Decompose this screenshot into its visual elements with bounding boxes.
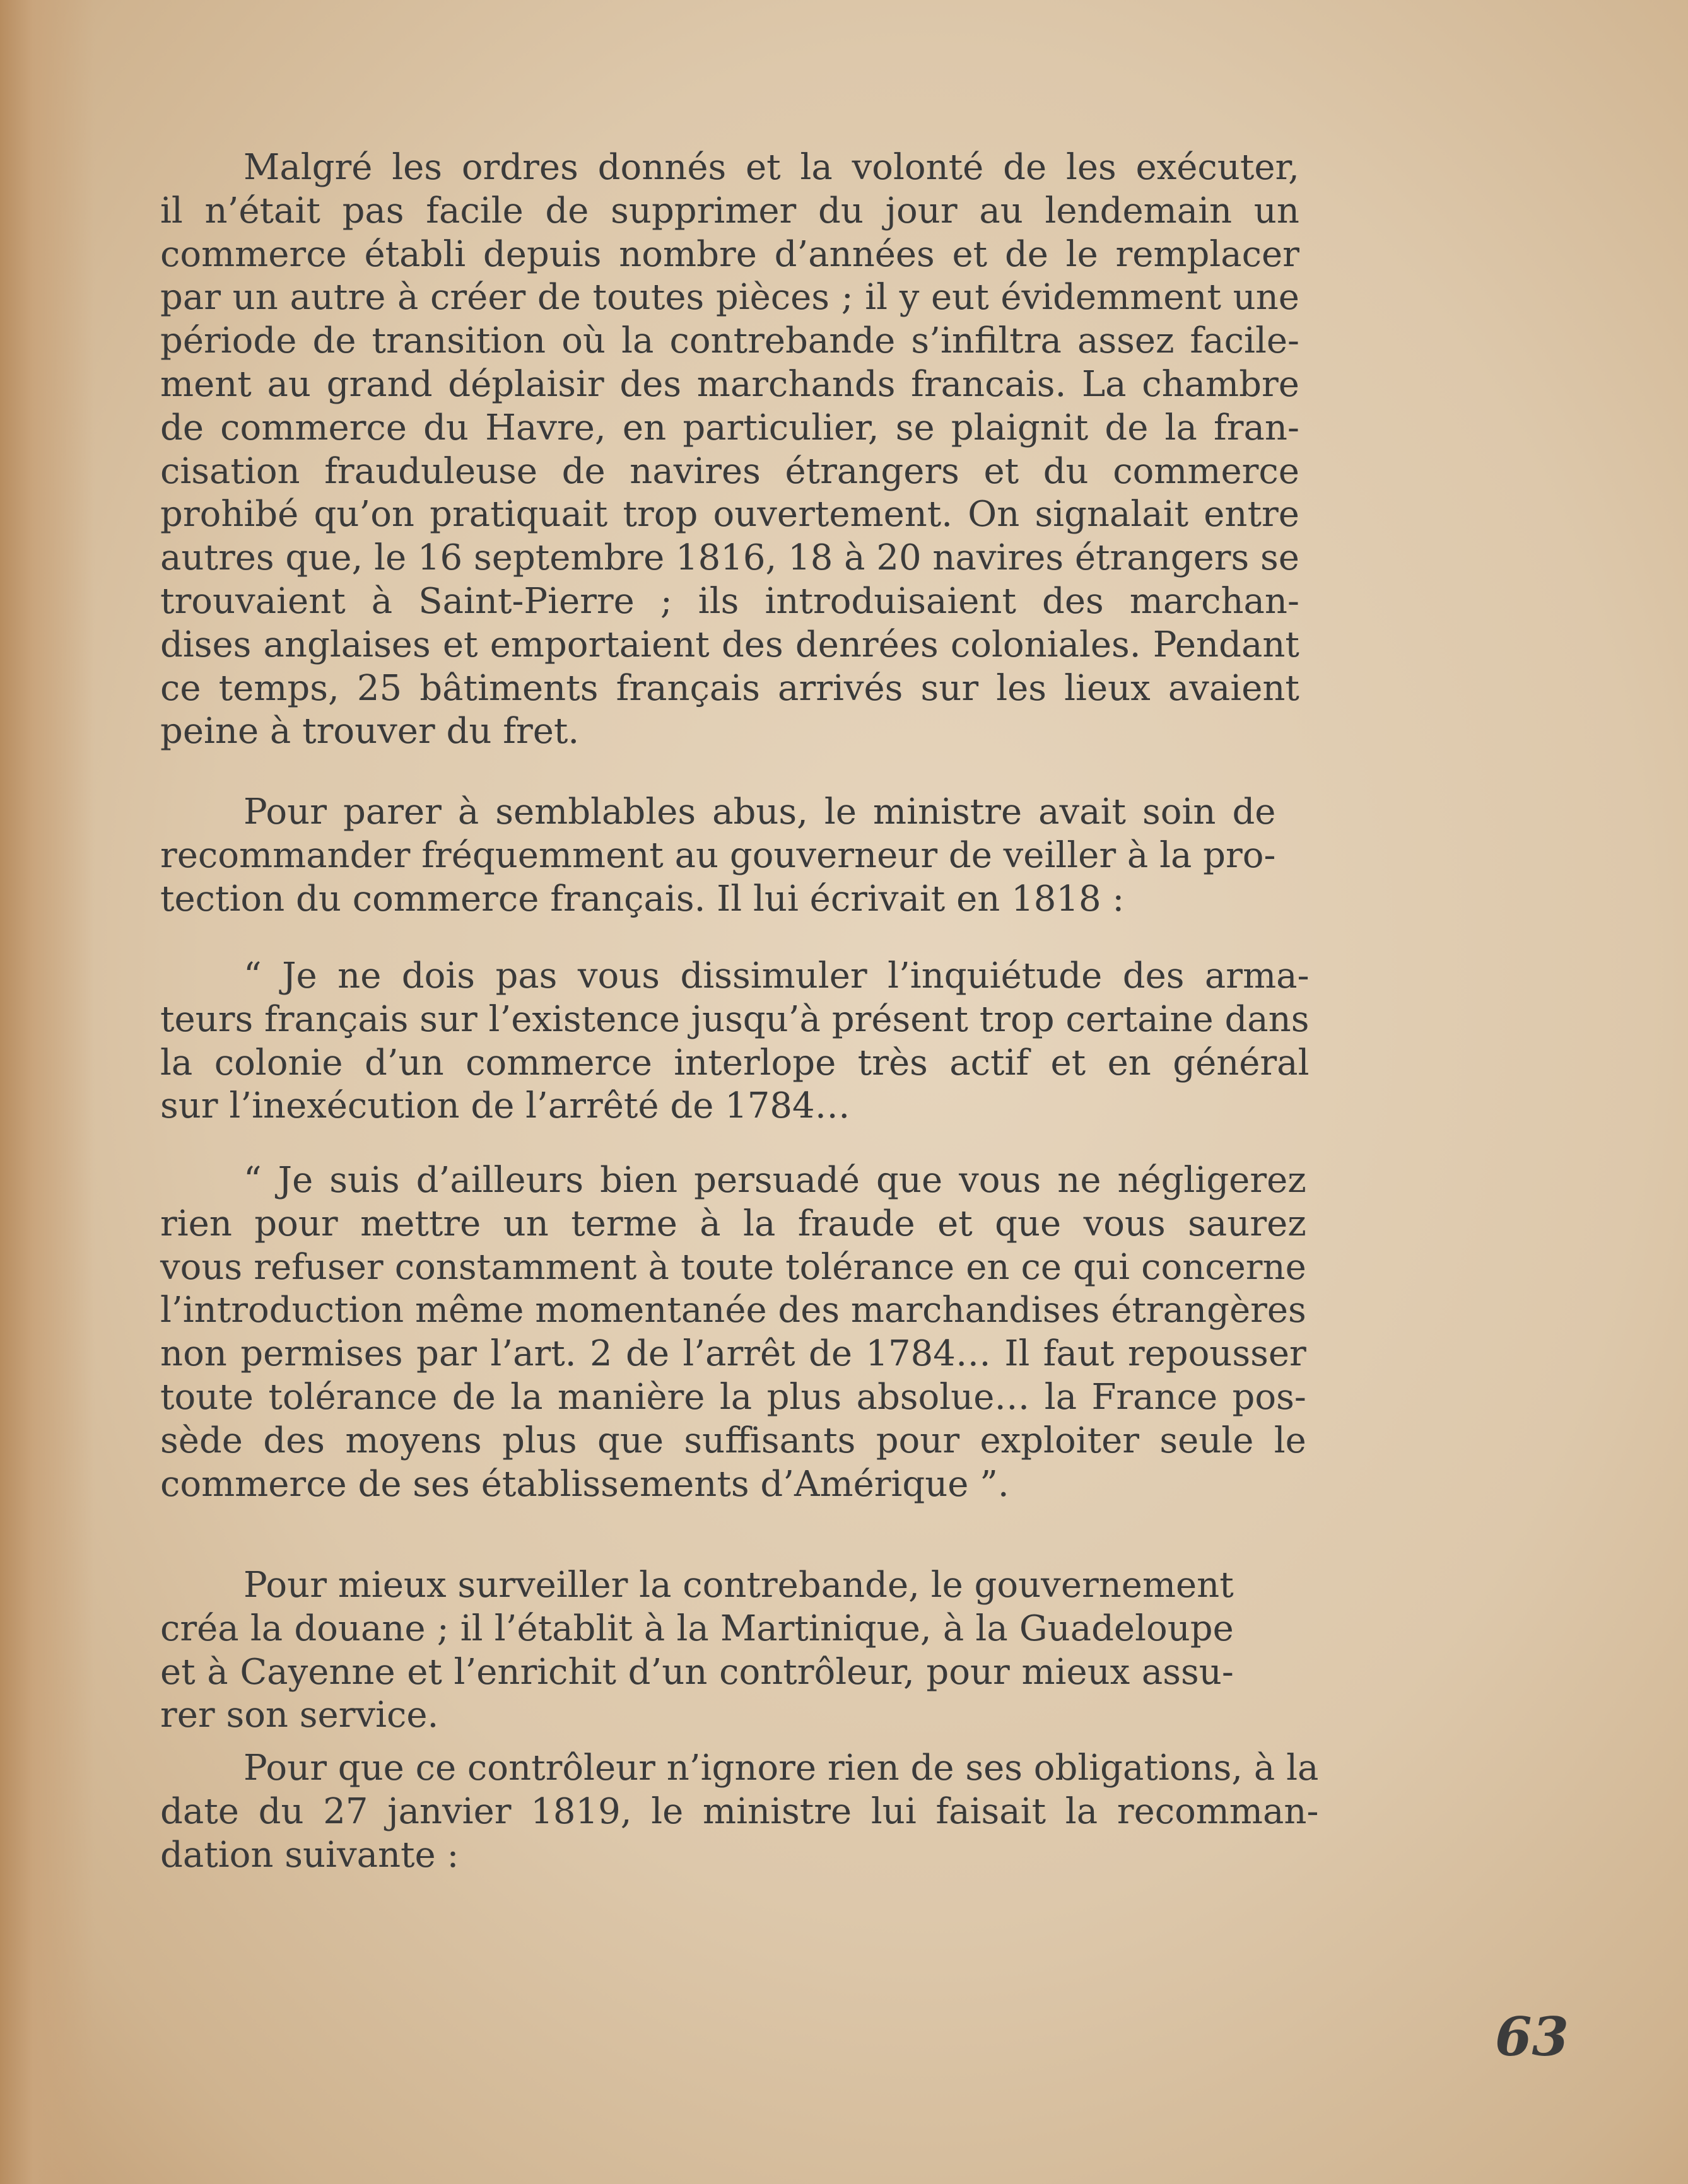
text-line: ce temps, 25 bâtiments français arrivés sur les lieux avaient: [160, 667, 1299, 709]
paragraph-2: [160, 791, 1275, 921]
text-line: recommander fréquemment au gouverneur de veiller à la pro-: [160, 834, 1276, 876]
text-line: teurs français sur l’existence jusqu’à présent trop certaine dans: [160, 998, 1310, 1040]
text-line: Pour que ce contrôleur n’ignore rien de ses obligations, à la: [243, 1748, 1319, 1789]
paragraph-1: [160, 146, 1299, 754]
text-line: rien pour mettre un terme à la fraude et que vous saurez: [160, 1203, 1306, 1244]
text-line: Pour parer à semblables abus, le ministre avait soin de: [243, 791, 1276, 832]
page-edge-shadow: [0, 0, 95, 2184]
quote-paragraph-2: [160, 1159, 1306, 1506]
text-line: “ Je ne dois pas vous dissimuler l’inquiétude des arma-: [243, 955, 1310, 996]
text-line: sède des moyens plus que suffisants pour exploiter seule le: [160, 1420, 1306, 1461]
text-line: par un autre à créer de toutes pièces ; il y eut évidemment une: [160, 277, 1299, 318]
text-line: “ Je suis d’ailleurs bien persuadé que vous ne négligerez: [243, 1160, 1306, 1201]
text-line: commerce établi depuis nombre d’années et de le remplacer: [160, 233, 1299, 275]
text-line: cisation frauduleuse de navires étrangers et du commerce: [160, 450, 1299, 492]
paragraph-4: [160, 1747, 1318, 1877]
paragraph-3: [160, 1564, 1234, 1737]
page-number: 63: [1495, 2006, 1569, 2068]
text-line: période de transition où la contrebande s’infiltra assez facile-: [160, 320, 1299, 362]
text-line: commerce de ses établissements d’Amérique ”.: [160, 1463, 1009, 1505]
text-line: autres que, le 16 septembre 1816, 18 à 20 navires étrangers se: [160, 537, 1299, 579]
text-line: Malgré les ordres donnés et la volonté de les exécuter,: [243, 147, 1299, 188]
text-line: trouvaient à Saint-Pierre ; ils introduisaient des marchan-: [160, 580, 1299, 622]
text-line: il n’était pas facile de supprimer du jour au lendemain un: [160, 190, 1299, 231]
text-line: tection du commerce français. Il lui écrivait en 1818 :: [160, 878, 1125, 920]
text-line: et à Cayenne et l’enrichit d’un contrôleur, pour mieux assu-: [160, 1651, 1234, 1693]
text-line: de commerce du Havre, en particulier, se plaignit de la fran-: [160, 407, 1299, 448]
text-line: peine à trouver du fret.: [160, 711, 580, 752]
quote-paragraph-1: [160, 955, 1309, 1128]
text-line: créa la douane ; il l’établit à la Martinique, à la Guadeloupe: [160, 1608, 1234, 1649]
text-line: Pour mieux surveiller la contrebande, le gouvernement: [243, 1565, 1234, 1606]
text-line: sur l’inexécution de l’arrêté de 1784…: [160, 1085, 850, 1127]
text-line: vous refuser constamment à toute tolérance en ce qui concerne: [160, 1246, 1306, 1288]
text-line: date du 27 janvier 1819, le ministre lui faisait la recomman-: [160, 1790, 1319, 1832]
text-line: prohibé qu’on pratiquait trop ouvertement. On signalait entre: [160, 494, 1299, 535]
text-line: non permises par l’art. 2 de l’arrêt de 1784… Il faut repousser: [160, 1333, 1306, 1375]
text-line: dises anglaises et emportaient des denrées coloniales. Pendant: [160, 624, 1299, 665]
text-line: la colonie d’un commerce interlope très actif et en général: [160, 1042, 1310, 1083]
text-line: l’introduction même momentanée des marchandises étrangères: [160, 1290, 1306, 1331]
text-line: dation suivante :: [160, 1834, 459, 1876]
text-line: toute tolérance de la manière la plus absolue… la France pos-: [160, 1376, 1306, 1418]
text-line: rer son service.: [160, 1695, 439, 1736]
text-line: ment au grand déplaisir des marchands francais. La chambre: [160, 363, 1299, 405]
